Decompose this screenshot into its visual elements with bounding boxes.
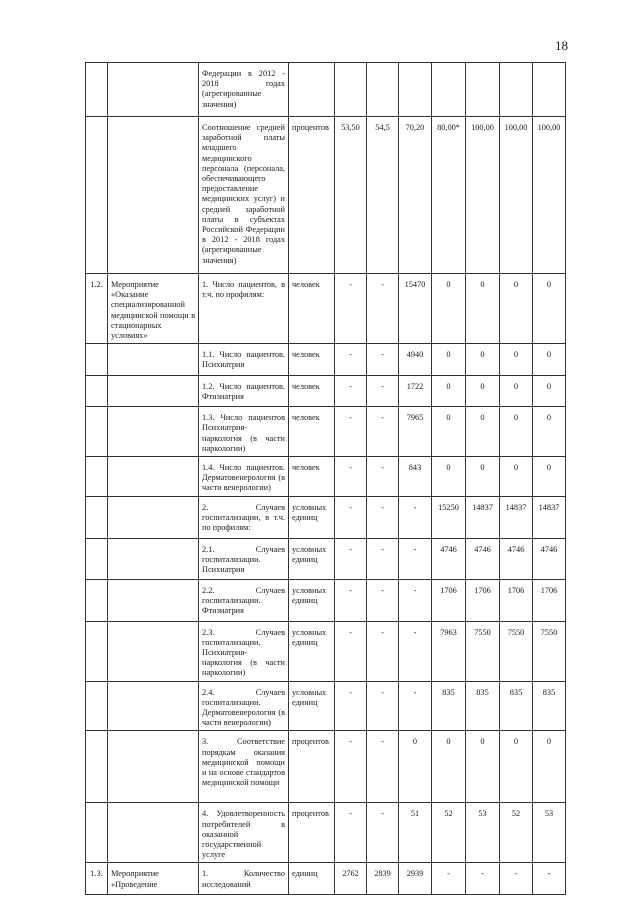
value-cell: 0 <box>432 376 466 407</box>
table-row <box>86 117 566 274</box>
value-cell: 1706 <box>432 579 466 621</box>
value-cell: 835 <box>500 681 533 731</box>
unit-cell: условных единиц <box>289 681 335 731</box>
value-cell: 51 <box>399 803 432 863</box>
value-cell <box>500 63 533 117</box>
row-number-cell <box>86 803 108 863</box>
unit-cell: человек <box>289 457 335 497</box>
value-cell: 4746 <box>500 538 533 579</box>
value-cell: - <box>500 863 533 895</box>
value-cell: - <box>367 376 399 407</box>
row-number-cell <box>86 731 108 803</box>
value-cell: 0 <box>432 457 466 497</box>
indicator-cell: Соотношение средней заработной платы младшего медицинского персонала (персонала, обеспечивающего предоставление медицинских услуг) и средней заработной платы в субъектах Российской Федерации в 2012 - 2018 годах (агрегированные значения) <box>199 117 289 274</box>
value-cell: 843 <box>399 457 432 497</box>
value-cell: 0 <box>533 457 566 497</box>
value-cell: - <box>367 407 399 457</box>
value-cell <box>399 63 432 117</box>
table-row <box>86 803 566 863</box>
indicator-cell: 2.2. Случаев госпитализации. Фтизиатрия <box>199 579 289 621</box>
unit-cell: условных единиц <box>289 538 335 579</box>
value-cell: 0 <box>432 274 466 344</box>
value-cell: - <box>335 803 367 863</box>
event-cell <box>108 376 199 407</box>
value-cell: 0 <box>432 407 466 457</box>
unit-cell: человек <box>289 376 335 407</box>
value-cell: - <box>335 344 367 376</box>
value-cell: 0 <box>432 731 466 803</box>
event-cell <box>108 731 199 803</box>
page-number: 18 <box>555 38 568 53</box>
indicator-cell: 2.3. Случаев госпитализации. Психиатрия-наркология (в части наркологии) <box>199 621 289 681</box>
value-cell: - <box>399 579 432 621</box>
row-number-cell <box>86 117 108 274</box>
value-cell: 0 <box>399 731 432 803</box>
value-cell <box>466 63 500 117</box>
value-cell: 52 <box>500 803 533 863</box>
table-row <box>86 63 566 117</box>
value-cell: 100,00 <box>500 117 533 274</box>
indicator-cell: 2.4. Случаев госпитализации. Дерматовенерология (в части венерологии) <box>199 681 289 731</box>
row-number-cell: 1.2. <box>86 274 108 344</box>
value-cell: - <box>367 538 399 579</box>
value-cell <box>335 63 367 117</box>
row-number-cell <box>86 407 108 457</box>
value-cell: 70,20 <box>399 117 432 274</box>
value-cell: 53 <box>533 803 566 863</box>
value-cell: - <box>367 457 399 497</box>
table-row <box>86 579 566 621</box>
value-cell: - <box>466 863 500 895</box>
value-cell: 54,5 <box>367 117 399 274</box>
event-cell: Мероприятие «Оказание специализированной медицинской помощи в стационарных условиях» <box>108 274 199 344</box>
table-row <box>86 376 566 407</box>
value-cell: 14837 <box>466 496 500 538</box>
value-cell: - <box>399 496 432 538</box>
unit-cell: условных единиц <box>289 579 335 621</box>
event-cell <box>108 621 199 681</box>
table-row <box>86 863 566 895</box>
value-cell: 1706 <box>533 579 566 621</box>
value-cell: 4940 <box>399 344 432 376</box>
value-cell: 52 <box>432 803 466 863</box>
row-number-cell <box>86 457 108 497</box>
value-cell <box>432 63 466 117</box>
row-number-cell <box>86 63 108 117</box>
table-row <box>86 407 566 457</box>
table-row <box>86 621 566 681</box>
event-cell <box>108 681 199 731</box>
event-cell <box>108 344 199 376</box>
indicator-cell: Федерации в 2012 - 2018 годах (агрегированные значения) <box>199 63 289 117</box>
event-cell <box>108 117 199 274</box>
unit-cell: человек <box>289 407 335 457</box>
value-cell: - <box>367 731 399 803</box>
value-cell: - <box>367 803 399 863</box>
event-cell <box>108 457 199 497</box>
value-cell: - <box>367 274 399 344</box>
indicator-cell: 1.3. Число пациентов Психиатрия-наркология (в части наркологии) <box>199 407 289 457</box>
value-cell: 835 <box>533 681 566 731</box>
value-cell: 0 <box>533 407 566 457</box>
table-row <box>86 496 566 538</box>
value-cell: 0 <box>500 731 533 803</box>
unit-cell: человек <box>289 344 335 376</box>
value-cell: 7550 <box>533 621 566 681</box>
row-number-cell <box>86 376 108 407</box>
value-cell: 1722 <box>399 376 432 407</box>
value-cell: 1706 <box>466 579 500 621</box>
table-row <box>86 538 566 579</box>
value-cell: 0 <box>500 376 533 407</box>
value-cell: - <box>399 681 432 731</box>
indicator-cell: 3. Соответствие порядкам оказания медицинской помощи и на основе стандартов медицинской помощи <box>199 731 289 803</box>
indicator-cell: 1. Число пациентов, в т.ч. по профилям: <box>199 274 289 344</box>
row-number-cell <box>86 344 108 376</box>
value-cell: - <box>367 344 399 376</box>
row-number-cell <box>86 538 108 579</box>
value-cell: 7550 <box>466 621 500 681</box>
value-cell: - <box>335 579 367 621</box>
value-cell: - <box>335 538 367 579</box>
value-cell: - <box>335 731 367 803</box>
value-cell: 0 <box>466 344 500 376</box>
value-cell: 0 <box>466 407 500 457</box>
table-row <box>86 274 566 344</box>
value-cell: 4746 <box>533 538 566 579</box>
unit-cell: процентов <box>289 117 335 274</box>
value-cell: 2762 <box>335 863 367 895</box>
value-cell: 0 <box>432 344 466 376</box>
value-cell <box>367 63 399 117</box>
unit-cell: процентов <box>289 803 335 863</box>
value-cell: 835 <box>432 681 466 731</box>
row-number-cell <box>86 496 108 538</box>
value-cell: - <box>335 274 367 344</box>
value-cell: 100,00 <box>466 117 500 274</box>
value-cell <box>533 63 566 117</box>
value-cell: - <box>399 621 432 681</box>
value-cell: 0 <box>466 457 500 497</box>
unit-cell: процентов <box>289 731 335 803</box>
indicator-cell: 2. Случаев госпитализации, в т.ч. по профилям: <box>199 496 289 538</box>
value-cell: 0 <box>466 376 500 407</box>
event-cell: Мероприятие «Проведение <box>108 863 199 895</box>
value-cell: 15470 <box>399 274 432 344</box>
indicator-cell: 1.1. Число пациентов. Психиатрия <box>199 344 289 376</box>
value-cell: 15250 <box>432 496 466 538</box>
value-cell: - <box>335 621 367 681</box>
value-cell: 7550 <box>500 621 533 681</box>
event-cell <box>108 496 199 538</box>
value-cell: 53 <box>466 803 500 863</box>
unit-cell <box>289 63 335 117</box>
value-cell: 0 <box>466 731 500 803</box>
value-cell: - <box>367 496 399 538</box>
table-row <box>86 457 566 497</box>
value-cell: 0 <box>533 731 566 803</box>
row-number-cell <box>86 681 108 731</box>
event-cell <box>108 579 199 621</box>
event-cell <box>108 407 199 457</box>
value-cell: 0 <box>533 274 566 344</box>
event-cell <box>108 538 199 579</box>
value-cell: 7965 <box>399 407 432 457</box>
indicator-cell: 4. Удовлетворенность потребителей в оказанной государственной услуге <box>199 803 289 863</box>
value-cell: - <box>399 538 432 579</box>
table-body <box>86 63 566 895</box>
indicator-cell: 1.2. Число пациентов. Фтизиатрия <box>199 376 289 407</box>
table-row <box>86 731 566 803</box>
unit-cell: условных единиц <box>289 621 335 681</box>
value-cell: 0 <box>533 376 566 407</box>
value-cell: 53,50 <box>335 117 367 274</box>
indicator-cell: 1. Количество исследований <box>199 863 289 895</box>
value-cell: 0 <box>500 344 533 376</box>
unit-cell: единиц <box>289 863 335 895</box>
value-cell: 2839 <box>367 863 399 895</box>
value-cell: - <box>533 863 566 895</box>
row-number-cell: 1.3. <box>86 863 108 895</box>
value-cell: 2939 <box>399 863 432 895</box>
value-cell: 0 <box>533 344 566 376</box>
value-cell: 0 <box>500 407 533 457</box>
event-cell <box>108 803 199 863</box>
indicators-table <box>85 62 566 895</box>
value-cell: 100,00 <box>533 117 566 274</box>
value-cell: 14837 <box>500 496 533 538</box>
value-cell: 4746 <box>466 538 500 579</box>
event-cell <box>108 63 199 117</box>
row-number-cell <box>86 579 108 621</box>
value-cell: - <box>335 457 367 497</box>
value-cell: - <box>335 407 367 457</box>
value-cell: 7963 <box>432 621 466 681</box>
value-cell: - <box>432 863 466 895</box>
value-cell: - <box>367 621 399 681</box>
unit-cell: человек <box>289 274 335 344</box>
value-cell: - <box>367 681 399 731</box>
value-cell: - <box>335 681 367 731</box>
value-cell: 0 <box>466 274 500 344</box>
value-cell: - <box>367 579 399 621</box>
value-cell: 0 <box>500 274 533 344</box>
value-cell: 0 <box>500 457 533 497</box>
indicator-cell: 2.1. Случаев госпитализации. Психиатрия <box>199 538 289 579</box>
value-cell: 80,00* <box>432 117 466 274</box>
value-cell: - <box>335 376 367 407</box>
value-cell: 14837 <box>533 496 566 538</box>
row-number-cell <box>86 621 108 681</box>
value-cell: 835 <box>466 681 500 731</box>
table-row <box>86 681 566 731</box>
value-cell: 4746 <box>432 538 466 579</box>
table-row <box>86 344 566 376</box>
indicator-cell: 1.4. Число пациентов. Дерматовенерология (в части венерологии) <box>199 457 289 497</box>
unit-cell: условных единиц <box>289 496 335 538</box>
value-cell: 1706 <box>500 579 533 621</box>
value-cell: - <box>335 496 367 538</box>
